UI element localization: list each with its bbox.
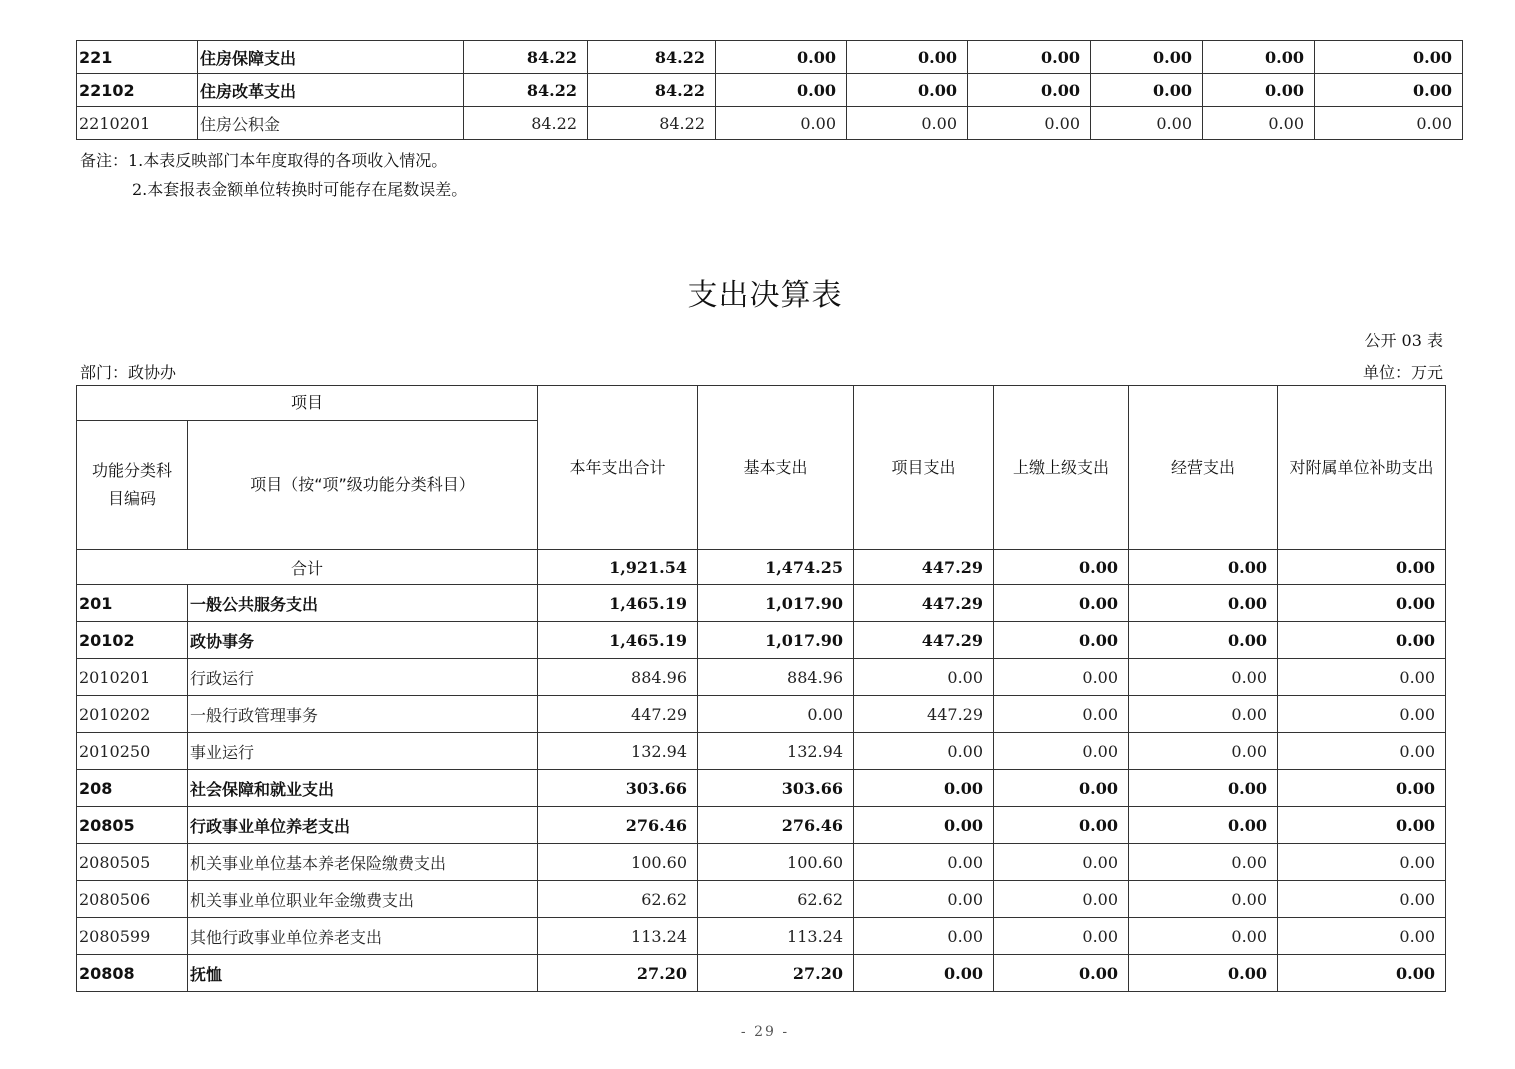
total-cell: 0.00 xyxy=(1129,550,1278,585)
row-value: 0.00 xyxy=(1203,74,1315,107)
row-code: 201 xyxy=(77,585,188,622)
row-value: 0.00 xyxy=(1129,955,1278,992)
row-value: 0.00 xyxy=(716,41,847,74)
row-name: 事业运行 xyxy=(188,733,538,770)
row-value: 132.94 xyxy=(698,733,854,770)
table-row xyxy=(77,918,1446,955)
row-value: 447.29 xyxy=(538,696,698,733)
row-value: 0.00 xyxy=(1129,807,1278,844)
header-project: 项目 xyxy=(77,386,538,421)
row-value: 0.00 xyxy=(1091,41,1203,74)
row-value: 100.60 xyxy=(698,844,854,881)
table-number: 公开 03 表 xyxy=(1364,331,1443,350)
table-row xyxy=(77,107,1463,140)
row-value: 0.00 xyxy=(1278,918,1446,955)
row-value: 0.00 xyxy=(1129,622,1278,659)
row-value: 884.96 xyxy=(538,659,698,696)
total-cell: 0.00 xyxy=(1278,550,1446,585)
note-line-2: 2.本套报表金额单位转换时可能存在尾数误差。 xyxy=(132,180,468,199)
row-value: 84.22 xyxy=(464,107,588,140)
row-value: 0.00 xyxy=(994,955,1129,992)
row-value: 0.00 xyxy=(1129,696,1278,733)
row-value: 0.00 xyxy=(1129,770,1278,807)
row-value: 0.00 xyxy=(854,807,994,844)
row-value: 0.00 xyxy=(854,881,994,918)
row-value: 0.00 xyxy=(994,770,1129,807)
row-name: 住房改革支出 xyxy=(198,74,464,107)
header-total-expense: 本年支出合计 xyxy=(538,386,698,550)
row-value: 0.00 xyxy=(1278,659,1446,696)
row-value: 84.22 xyxy=(464,74,588,107)
row-value: 0.00 xyxy=(994,844,1129,881)
header-business-expense: 经营支出 xyxy=(1129,386,1278,550)
table-row xyxy=(77,955,1446,992)
row-value: 0.00 xyxy=(994,733,1129,770)
table-row xyxy=(77,770,1446,807)
header-item-name: 项目（按“项”级功能分类科目） xyxy=(188,421,538,550)
row-value: 27.20 xyxy=(698,955,854,992)
row-value: 0.00 xyxy=(994,807,1129,844)
table-row xyxy=(77,41,1463,74)
row-value: 62.62 xyxy=(538,881,698,918)
row-value: 0.00 xyxy=(1203,107,1315,140)
row-value: 0.00 xyxy=(994,585,1129,622)
row-value: 0.00 xyxy=(716,107,847,140)
row-name: 抚恤 xyxy=(188,955,538,992)
row-name: 政协事务 xyxy=(188,622,538,659)
row-code: 22102 xyxy=(77,74,198,107)
unit-label: 单位：万元 xyxy=(1362,363,1443,382)
table-row xyxy=(77,733,1446,770)
row-value: 0.00 xyxy=(847,41,968,74)
row-value: 0.00 xyxy=(1315,41,1463,74)
row-value: 276.46 xyxy=(538,807,698,844)
row-code: 20805 xyxy=(77,807,188,844)
row-value: 0.00 xyxy=(854,770,994,807)
row-value: 0.00 xyxy=(847,74,968,107)
expenditure-table xyxy=(76,385,1446,992)
row-value: 62.62 xyxy=(698,881,854,918)
note-line-1: 备注：1.本表反映部门本年度取得的各项收入情况。 xyxy=(80,151,448,170)
table-row xyxy=(77,659,1446,696)
row-value: 0.00 xyxy=(1278,844,1446,881)
row-value: 0.00 xyxy=(1278,585,1446,622)
table-row xyxy=(77,844,1446,881)
department-label: 部门：政协办 xyxy=(80,363,177,382)
row-value: 0.00 xyxy=(1203,41,1315,74)
row-code: 208 xyxy=(77,770,188,807)
total-cell: 1,921.54 xyxy=(538,550,698,585)
row-code: 2210201 xyxy=(77,107,198,140)
page-number: - 29 - xyxy=(740,1024,790,1040)
row-value: 0.00 xyxy=(994,659,1129,696)
row-value: 0.00 xyxy=(1091,107,1203,140)
income-table-tail xyxy=(76,40,1463,140)
table-notes xyxy=(80,146,467,204)
row-name: 一般公共服务支出 xyxy=(188,585,538,622)
row-value: 0.00 xyxy=(1091,74,1203,107)
row-name: 住房公积金 xyxy=(198,107,464,140)
row-value: 1,465.19 xyxy=(538,622,698,659)
total-row xyxy=(77,550,1446,585)
table-row xyxy=(77,807,1446,844)
row-value: 0.00 xyxy=(994,696,1129,733)
row-value: 0.00 xyxy=(1129,733,1278,770)
row-value: 84.22 xyxy=(588,74,716,107)
row-value: 0.00 xyxy=(1129,918,1278,955)
row-value: 0.00 xyxy=(994,881,1129,918)
row-value: 0.00 xyxy=(716,74,847,107)
row-value: 0.00 xyxy=(854,659,994,696)
table-row xyxy=(77,881,1446,918)
row-name: 机关事业单位职业年金缴费支出 xyxy=(188,881,538,918)
page-title: 支出决算表 xyxy=(687,278,843,313)
row-code: 2010201 xyxy=(77,659,188,696)
row-value: 0.00 xyxy=(994,622,1129,659)
row-code: 2010250 xyxy=(77,733,188,770)
row-value: 0.00 xyxy=(968,74,1091,107)
table-row xyxy=(77,74,1463,107)
row-value: 1,017.90 xyxy=(698,585,854,622)
row-value: 884.96 xyxy=(698,659,854,696)
row-value: 0.00 xyxy=(1278,733,1446,770)
header-project-expense: 项目支出 xyxy=(854,386,994,550)
header-code: 功能分类科目编码 xyxy=(77,421,188,550)
header-subsidy-expense: 对附属单位补助支出 xyxy=(1278,386,1446,550)
total-label: 合计 xyxy=(77,550,538,585)
row-value: 0.00 xyxy=(1278,881,1446,918)
row-value: 113.24 xyxy=(698,918,854,955)
row-value: 447.29 xyxy=(854,585,994,622)
row-code: 2080599 xyxy=(77,918,188,955)
row-value: 84.22 xyxy=(464,41,588,74)
row-value: 447.29 xyxy=(854,622,994,659)
row-value: 0.00 xyxy=(968,107,1091,140)
row-value: 0.00 xyxy=(854,844,994,881)
row-code: 20808 xyxy=(77,955,188,992)
row-value: 0.00 xyxy=(1278,696,1446,733)
row-name: 住房保障支出 xyxy=(198,41,464,74)
row-value: 0.00 xyxy=(1315,107,1463,140)
total-cell: 0.00 xyxy=(994,550,1129,585)
row-value: 0.00 xyxy=(698,696,854,733)
row-name: 机关事业单位基本养老保险缴费支出 xyxy=(188,844,538,881)
row-value: 0.00 xyxy=(1278,807,1446,844)
row-value: 0.00 xyxy=(1278,622,1446,659)
row-value: 84.22 xyxy=(588,107,716,140)
row-value: 0.00 xyxy=(1278,770,1446,807)
total-cell: 447.29 xyxy=(854,550,994,585)
row-name: 一般行政管理事务 xyxy=(188,696,538,733)
row-value: 0.00 xyxy=(847,107,968,140)
row-value: 27.20 xyxy=(538,955,698,992)
row-value: 0.00 xyxy=(1129,881,1278,918)
row-name: 社会保障和就业支出 xyxy=(188,770,538,807)
row-code: 20102 xyxy=(77,622,188,659)
row-value: 0.00 xyxy=(854,733,994,770)
row-value: 0.00 xyxy=(994,918,1129,955)
header-basic-expense: 基本支出 xyxy=(698,386,854,550)
row-value: 132.94 xyxy=(538,733,698,770)
total-cell: 1,474.25 xyxy=(698,550,854,585)
row-code: 2010202 xyxy=(77,696,188,733)
header-remit-expense: 上缴上级支出 xyxy=(994,386,1129,550)
row-value: 100.60 xyxy=(538,844,698,881)
row-value: 0.00 xyxy=(1278,955,1446,992)
row-value: 0.00 xyxy=(1129,844,1278,881)
row-value: 0.00 xyxy=(854,918,994,955)
row-value: 0.00 xyxy=(854,955,994,992)
row-value: 1,465.19 xyxy=(538,585,698,622)
row-code: 2080506 xyxy=(77,881,188,918)
table-row xyxy=(77,696,1446,733)
row-value: 303.66 xyxy=(698,770,854,807)
row-code: 221 xyxy=(77,41,198,74)
row-value: 0.00 xyxy=(1315,74,1463,107)
table-row xyxy=(77,622,1446,659)
row-value: 276.46 xyxy=(698,807,854,844)
row-code: 2080505 xyxy=(77,844,188,881)
row-value: 0.00 xyxy=(1129,585,1278,622)
row-value: 113.24 xyxy=(538,918,698,955)
table-row xyxy=(77,585,1446,622)
row-value: 1,017.90 xyxy=(698,622,854,659)
row-name: 其他行政事业单位养老支出 xyxy=(188,918,538,955)
row-name: 行政事业单位养老支出 xyxy=(188,807,538,844)
row-value: 0.00 xyxy=(968,41,1091,74)
row-value: 447.29 xyxy=(854,696,994,733)
row-name: 行政运行 xyxy=(188,659,538,696)
row-value: 84.22 xyxy=(588,41,716,74)
row-value: 303.66 xyxy=(538,770,698,807)
row-value: 0.00 xyxy=(1129,659,1278,696)
